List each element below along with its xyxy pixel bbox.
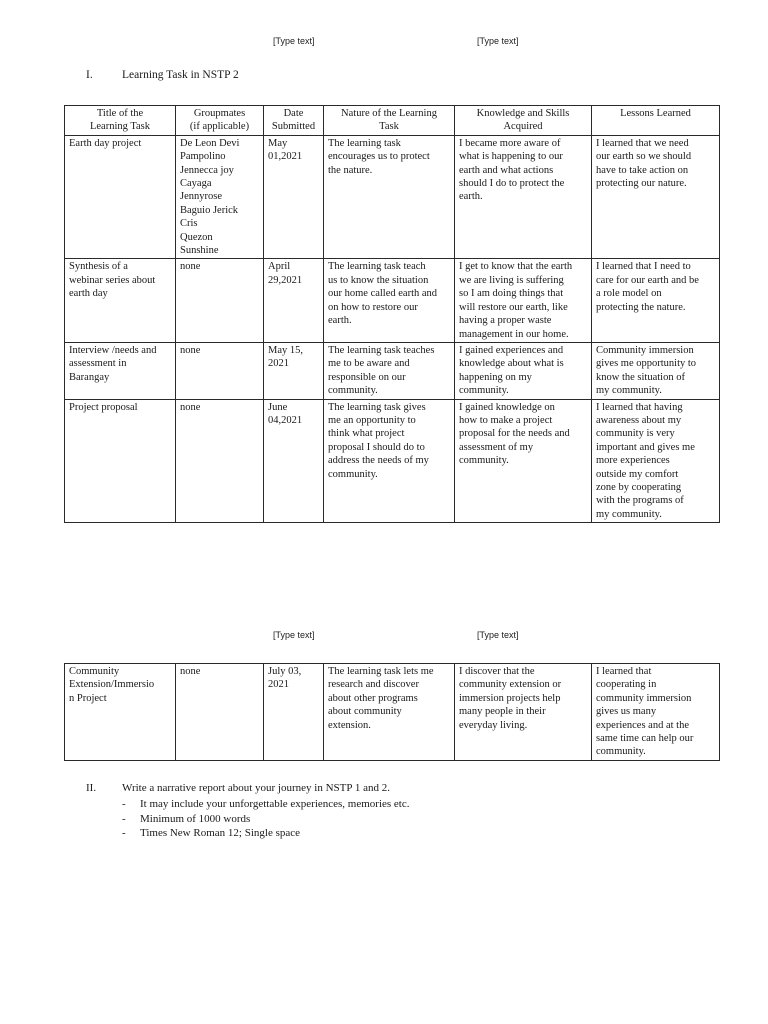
section-2-number: II. [86,782,97,794]
cell-date: May 15, 2021 [264,342,324,399]
cell-knowledge: I gained knowledge on how to make a project proposal for the needs and assessment of my community. [455,399,592,523]
cell-knowledge: I gained experiences and knowledge about what is happening on my community. [455,342,592,399]
page2-header-right-placeholder: [Type text] [477,630,519,640]
cell-date: June 04,2021 [264,399,324,523]
cell-title: Community Extension/Immersio n Project [65,664,176,761]
cell-date: April 29,2021 [264,259,324,342]
table-header-row [65,106,720,136]
header-knowledge: Knowledge and Skills Acquired [455,106,592,136]
cell-groupmates: De Leon Devi Pampolino Jennecca joy Cayaga Jennyrose Baguio Jerick Cris Quezon Sunshine [176,135,264,259]
cell-title: Interview /needs and assessment in Barangay [65,342,176,399]
bullet-dash: - [122,812,126,825]
list-item: - It may include your unforgettable experiences, memories etc. [122,798,410,810]
cell-knowledge: I became more aware of what is happening to our earth and what actions should I do to protect the earth. [455,135,592,259]
cell-nature: The learning task gives me an opportunity to think what project proposal I should do to address the needs of my community. [324,399,455,523]
header-title: Title of the Learning Task [65,106,176,136]
cell-lessons: Community immersion gives me opportunity to know the situation of my community. [592,342,720,399]
cell-date: May 01,2021 [264,135,324,259]
list-item: - Minimum of 1000 words [122,812,251,825]
cell-groupmates: none [176,259,264,342]
table-row [65,342,720,399]
section-1-number: I. [86,69,93,81]
learning-task-table [64,105,720,523]
learning-task-table-continued [64,663,720,761]
list-item: - Times New Roman 12; Single space [122,827,300,839]
cell-title: Project proposal [65,399,176,523]
header-groupmates: Groupmates (if applicable) [176,106,264,136]
header-left-placeholder: [Type text] [273,36,315,46]
header-lessons: Lessons Learned [592,106,720,136]
table-row [65,399,720,523]
bullet-dash: - [122,798,126,810]
cell-title: Synthesis of a webinar series about earth day [65,259,176,342]
cell-knowledge: I discover that the community extension or immersion projects help many people in their everyday living. [455,664,592,761]
cell-nature: The learning task lets me research and discover about other programs about community extension. [324,664,455,761]
section-2-title: Write a narrative report about your journey in NSTP 1 and 2. [122,782,390,794]
header-nature: Nature of the Learning Task [324,106,455,136]
instruction-list [122,797,410,841]
cell-groupmates: none [176,399,264,523]
cell-nature: The learning task teaches me to be aware and responsible on our community. [324,342,455,399]
cell-lessons: I learned that we need our earth so we should have to take action on protecting our nature. [592,135,720,259]
cell-lessons: I learned that having awareness about my community is very important and gives me more experiences outside my comfort zone by cooperating with the programs of my community. [592,399,720,523]
table-row [65,259,720,342]
table-row [65,135,720,259]
cell-title: Earth day project [65,135,176,259]
section-2-heading [86,782,390,794]
section-1-heading [86,69,239,81]
table-row [65,664,720,761]
section-1-title: Learning Task in NSTP 2 [122,69,239,81]
cell-lessons: I learned that cooperating in community immersion gives us many experiences and at the same time can help our community. [592,664,720,761]
page2-header-left-placeholder: [Type text] [273,630,315,640]
header-right-placeholder: [Type text] [477,36,519,46]
cell-lessons: I learned that I need to care for our earth and be a role model on protecting the nature. [592,259,720,342]
cell-knowledge: I get to know that the earth we are living is suffering so I am doing things that will restore our earth, like having a proper waste management in our home. [455,259,592,342]
cell-nature: The learning task encourages us to protect the nature. [324,135,455,259]
cell-date: July 03, 2021 [264,664,324,761]
cell-groupmates: none [176,664,264,761]
bullet-dash: - [122,827,126,839]
header-date: Date Submitted [264,106,324,136]
cell-groupmates: none [176,342,264,399]
cell-nature: The learning task teach us to know the situation our home called earth and on how to restore our earth. [324,259,455,342]
